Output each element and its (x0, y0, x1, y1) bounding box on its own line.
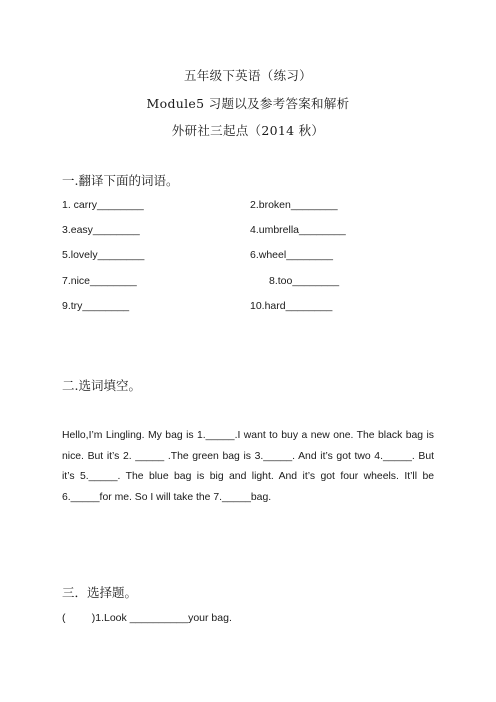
vocab-item-9: 9.try________ (62, 300, 130, 312)
worksheet-subtitle: Module5 习题以及参考答案和解析 (146, 96, 350, 111)
worksheet-edition: 外研社三起点（2014 秋） (171, 123, 325, 138)
vocab-item-1: 1. carry________ (62, 199, 144, 211)
fill-in-passage (62, 426, 434, 509)
choice-question-1: ( )1.Look __________your bag. (62, 612, 232, 624)
vocab-item-6: 6.wheel________ (250, 249, 333, 261)
section1-heading: 一.翻译下面的词语。 (62, 173, 179, 188)
worksheet-title: 五年级下英语（练习） (183, 68, 312, 83)
vocab-item-3: 3.easy________ (62, 224, 140, 236)
vocab-item-10: 10.hard________ (250, 300, 333, 312)
vocab-item-8: 8.too________ (269, 275, 340, 287)
passage-text: Hello,I’m Lingling. My bag is 1._____.I want to buy a new one. The black bag is nice. But it’s 2. _____ .The green bag is 3._____. And it’s got two 4._____. But it’s 5._____. The blue bag is big and light. And it’s got four wheels. It’ll be 6._____for me. So I will take the 7._____bag. (62, 430, 434, 504)
vocab-item-4: 4.umbrella________ (250, 224, 346, 236)
vocab-item-5: 5.lovely________ (62, 249, 145, 261)
vocab-item-7: 7.nice________ (62, 275, 137, 287)
vocab-item-2: 2.broken________ (250, 199, 338, 211)
section2-heading: 二.选词填空。 (62, 378, 141, 393)
section3-heading: 三．选择题。 (62, 585, 138, 600)
